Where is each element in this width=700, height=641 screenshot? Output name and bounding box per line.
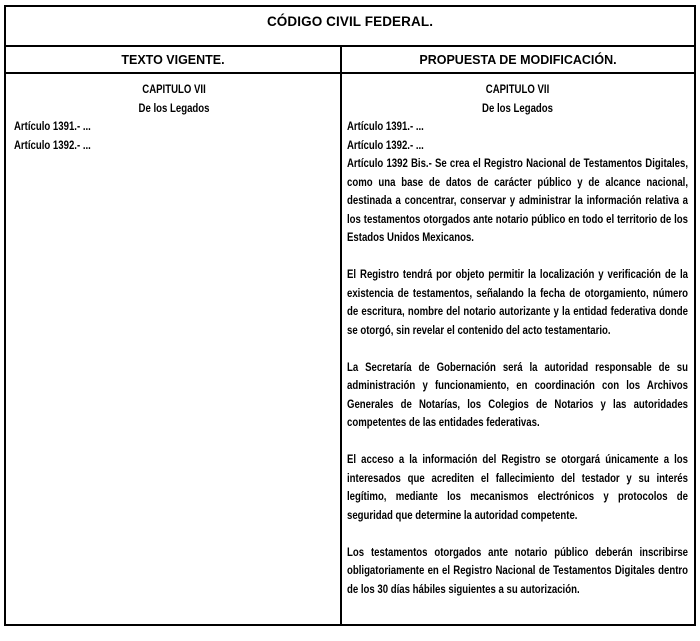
chapter-heading: CAPITULO VII [142,82,206,96]
document-title: CÓDIGO CIVIL FEDERAL. [266,14,434,29]
paragraph-secretaria-gobernacion: La Secretaría de Gobernación será la autoridad responsable de su administración y funcionamiento, en coordinación con los Archivos Generales de Notarías, los Colegios de Notarios y las autoridades competentes de las entidades federativas. [347,359,688,429]
paragraph-inscripcion-obligatoria: Los testamentos otorgados ante notario público deberán inscribirse obligatoriamente en el Registro Nacional de Testamentos Digitales dentro de los 30 días hábiles siguientes a su autorización. [347,544,688,596]
article-1392-line: Artículo 1392.- ... [14,137,91,152]
column-header-propuesta-modificacion: PROPUESTA DE MODIFICACIÓN. [419,53,617,67]
table-title-row [6,7,694,47]
article-1392-line: Artículo 1392.- ... [347,137,424,152]
article-1391-line: Artículo 1391.- ... [347,119,424,133]
propuesta-cell [342,74,694,624]
paragraph-articulo-1392-bis: Artículo 1392 Bis.- Se crea el Registro Nacional de Testamentos Digitales, como una base de datos de carácter público y de alcance nacional, destinada a concentrar, conservar y administrar la información relativa a los testamentos otorgados ante notario público en todo el territorio de los Estados Unidos Mexicanos. [347,156,688,244]
chapter-subtitle: De los Legados [138,100,210,115]
texto-vigente-content [14,80,334,154]
table-body-row [6,74,694,624]
column-header-texto-vigente: TEXTO VIGENTE. [6,47,342,72]
propuesta-content [347,80,688,598]
texto-vigente-cell [6,74,342,624]
paragraph-objeto-registro: El Registro tendrá por objeto permitir la localización y verificación de la existencia de testamentos, señalando la fecha de otorgamiento, número de escritura, nombre del notario autorizante y la entidad federativa donde se otorgó, sin revelar el contenido del acto testamentario. [347,267,688,337]
chapter-heading: CAPITULO VII [485,82,550,96]
column-header-row [6,47,694,74]
paragraph-acceso-informacion: El acceso a la información del Registro se otorgará únicamente a los interesados que acrediten el fallecimiento del testador y su interés legítimo, mediante los mecanismos electrónicos y protocolos de seguridad que determine la autoridad competente. [347,452,688,522]
chapter-subtitle: De los Legados [482,100,553,115]
comparison-table [4,5,696,626]
article-1391-line: Artículo 1391.- ... [14,119,91,133]
